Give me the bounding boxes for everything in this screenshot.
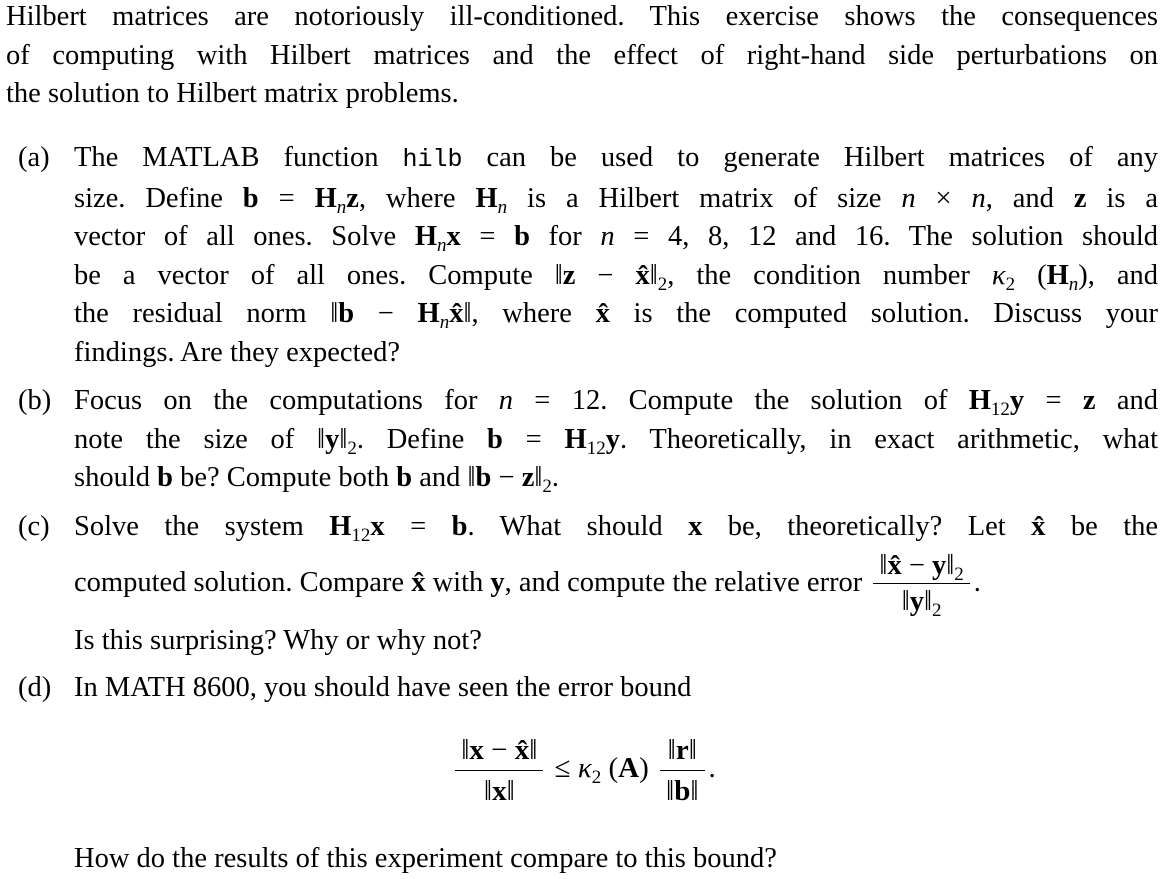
part-b-body [74,382,1158,498]
closing-question: How do the results of this experiment compare to this bound? [74,843,777,874]
part-a-line: size. Define $b = H_nz$, where $H_n$ is a Hilbert matrix of size n × n, and z is a [74,182,1158,218]
part-a-line: vector of all ones. Solve $H_nx = b$ for n = 4, 8, 12 and 16. The solution should [74,221,1159,256]
intro-line: of computing with Hilbert matrices and the effect of right-hand side perturbations on [6,39,1158,71]
part-a-line: the residual norm ‖b − $H_nx̂‖$, where x̂ is the computed solution. Discuss your [74,298,1159,333]
part-a [18,139,1158,372]
rhs-fraction: $\frac{‖r‖}{‖b‖}$ [660,730,704,811]
relative-error-fraction: $\frac{‖x̂ - y‖_2}{‖y‖_2}$ [873,549,969,620]
part-b-line: note the size of $‖y‖_2$. Define $b = H_{12}y$. Theoretically, in exact arithmetic, what [74,423,1158,459]
lhs-fraction: $\frac{‖x - x̂‖}{‖x‖}$ [455,730,543,811]
part-d-body [74,669,1158,708]
part-a-line: findings. Are they expected? [74,336,401,368]
part-b [18,382,1158,498]
part-c-line: computed solution. Compare x̂ with y, and compute the relative error $\frac{‖x̂ - y‖_2}{‖y‖_2}$ . [74,549,981,621]
intro-line: Hilbert matrices are notoriously ill-conditioned. This exercise shows the consequences [6,1,1158,32]
error-bound-equation: $\frac{‖x - x̂‖}{‖x‖}$ ≤ $\kappa_2$ (A) $\frac{‖r‖}{‖b‖}$ . [0,730,1167,811]
part-c-line: Solve the system $H_{12}x = b$. What should x be, theoretically? Let x̂ be the [74,511,1159,546]
hilb-code: hilb [402,145,463,174]
part-a-body [74,139,1158,372]
part-d-label: (d) [18,672,52,703]
part-a-line: The MATLAB function hilb can be used to generate Hilbert matrices of any [74,142,1158,174]
part-d [18,669,1158,708]
part-b-label: (b) [18,385,52,416]
part-b-line: Focus on the computations for n = 12. Compute the solution of $H_{12}y = z$ and [74,385,1158,420]
part-d-closing [18,840,1158,879]
intro-paragraph [6,0,1158,114]
part-d-line: In MATH 8600, you should have seen the error bound [74,672,692,703]
part-c-label: (c) [18,511,50,542]
part-a-line: be a vector of all ones. Compute ‖z − $x̂‖_2$, the condition number $\kappa_2$ $(H_n)$, and [74,259,1158,295]
part-c [18,508,1158,660]
part-b-line: should b be? Compute both b and ‖b − $z‖_2$. [74,462,559,497]
part-a-label: (a) [18,142,50,173]
part-c-body [74,508,1158,660]
part-c-line: Is this surprising? Why or why not? [74,624,482,656]
intro-line: the solution to Hilbert matrix problems. [6,78,459,109]
